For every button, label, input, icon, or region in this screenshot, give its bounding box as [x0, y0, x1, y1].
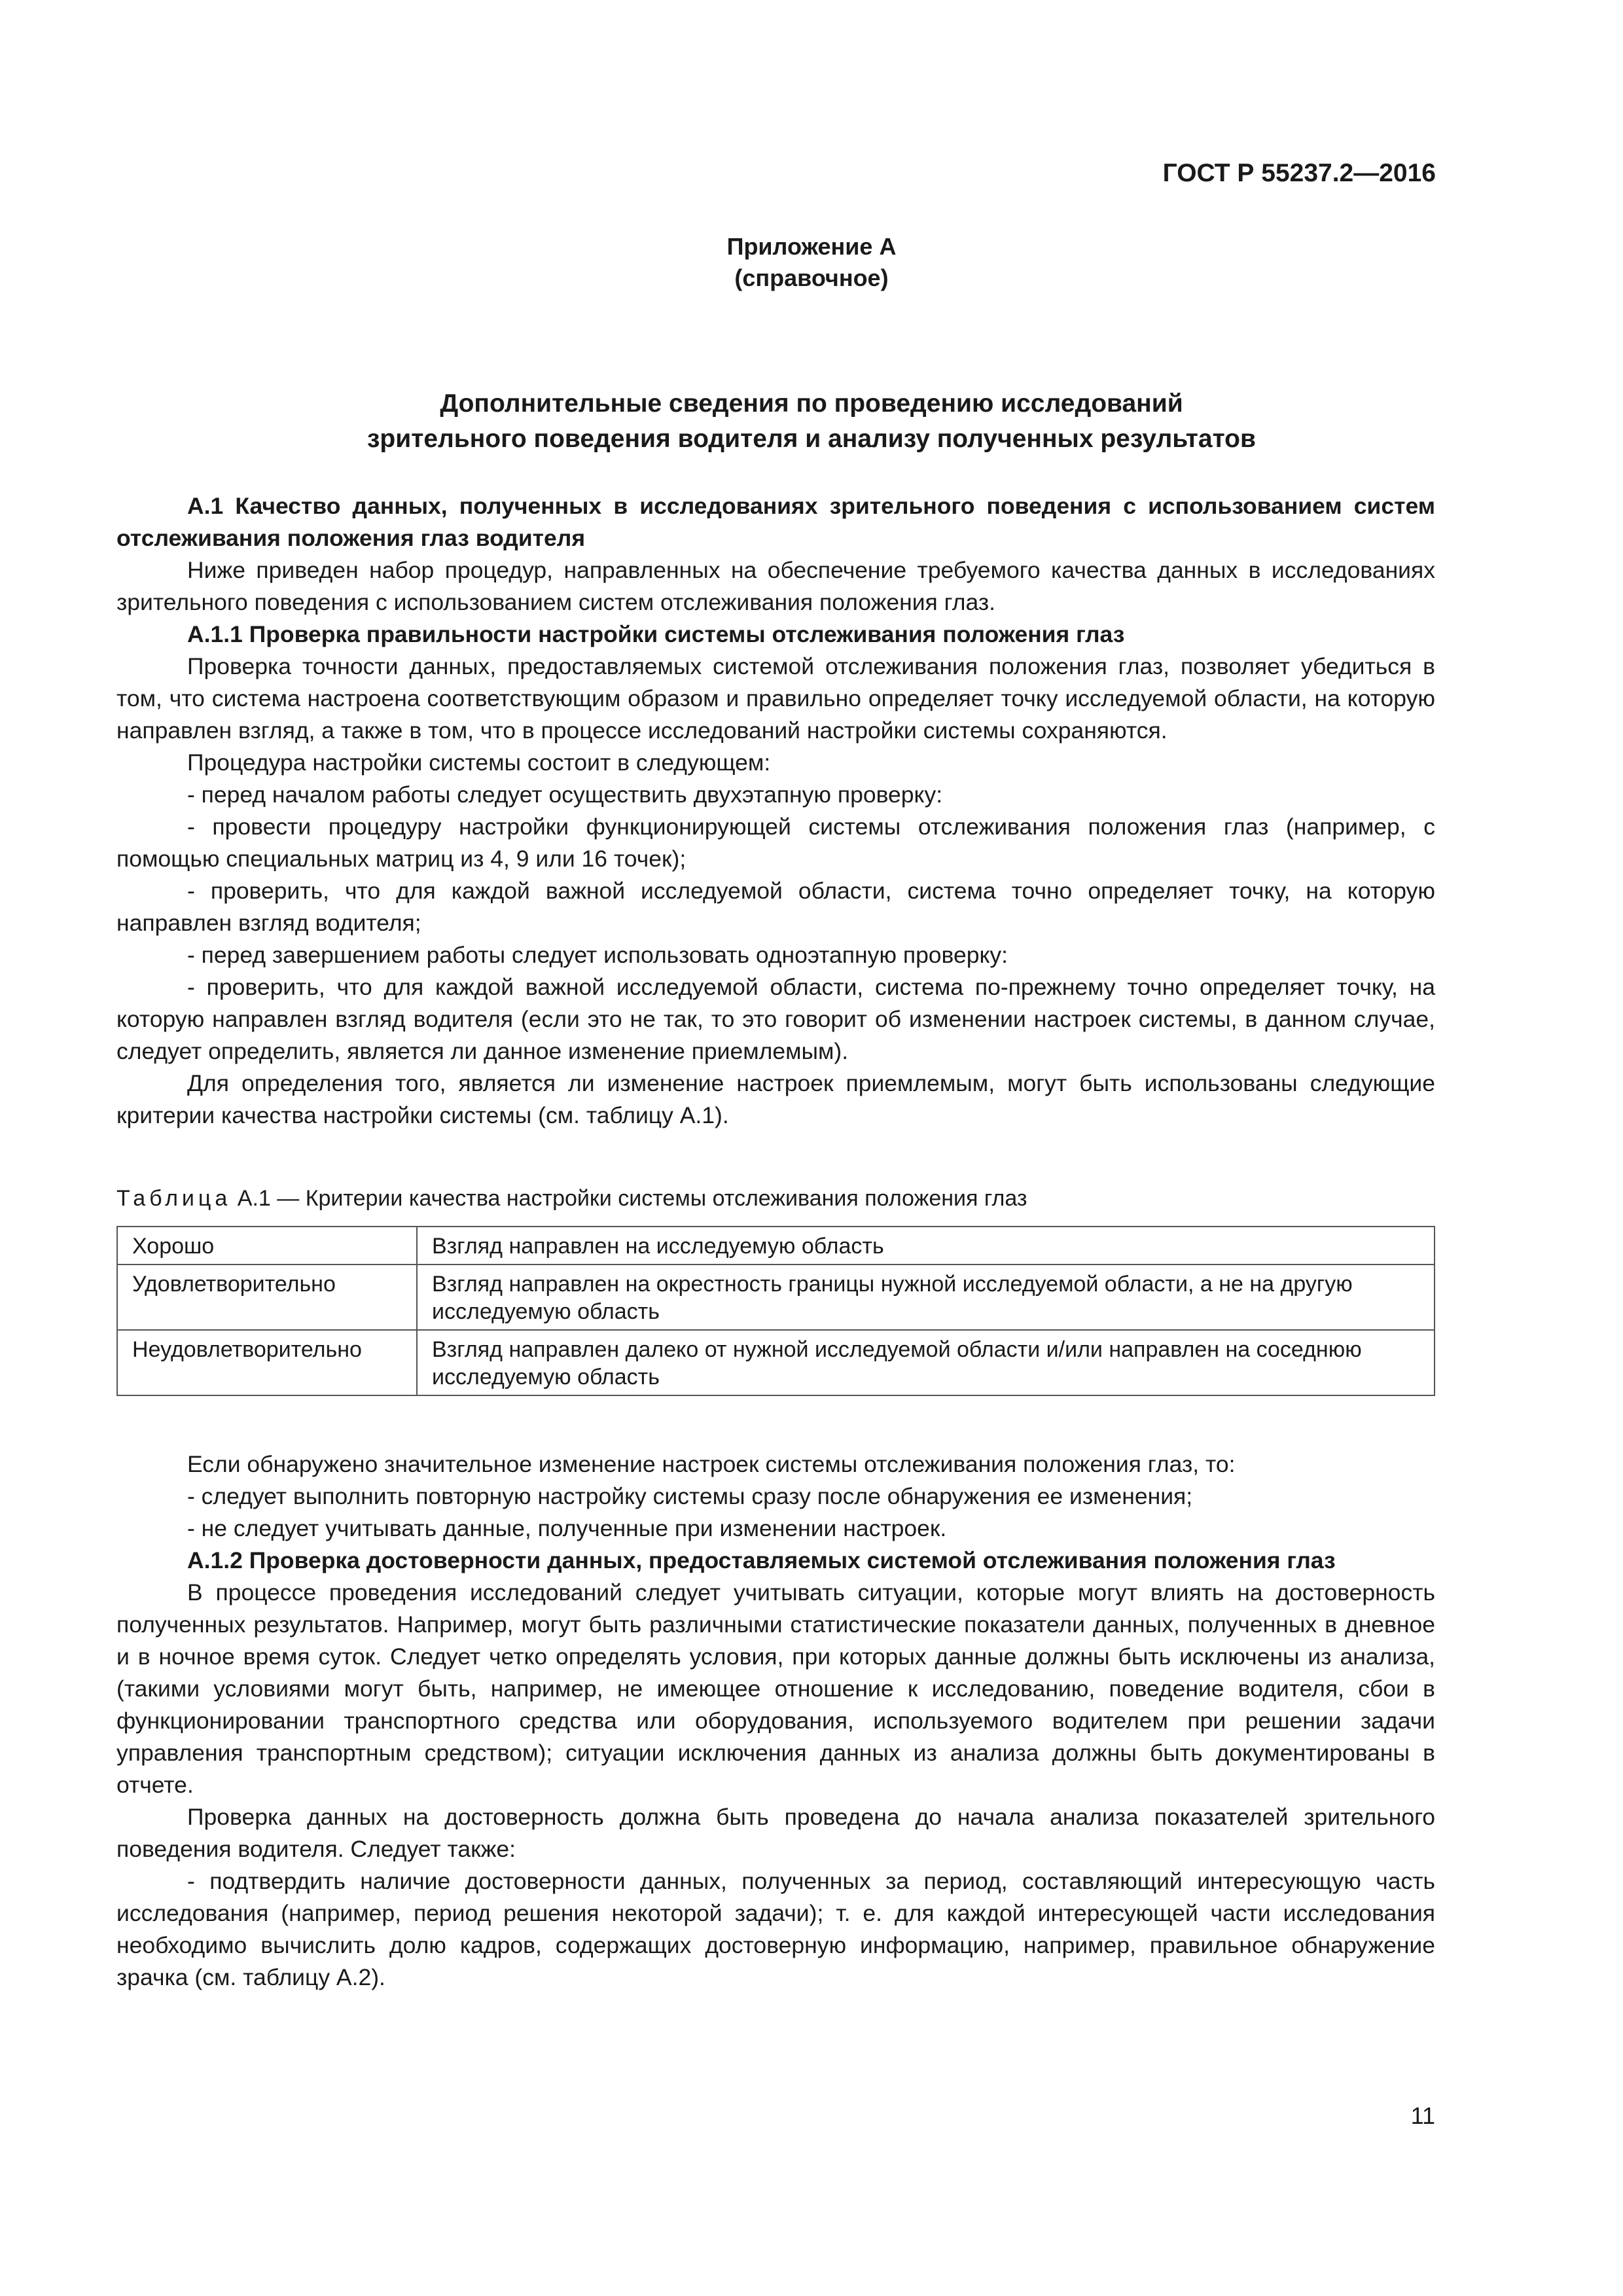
list-item: - не следует учитывать данные, полученные при изменении настроек. — [187, 1515, 947, 1541]
table-cell-grade: Неудовлетворительно — [117, 1330, 417, 1395]
paragraph: Если обнаружено значительное изменение настроек системы отслеживания положения глаз, то: — [187, 1451, 1236, 1477]
page-number: 11 — [1410, 2102, 1435, 2129]
paragraph: Ниже приведен набор процедур, направленных на обеспечение требуемого качества данных в исследованиях зрительного поведения с использованием систем отслеживания положения глаз. — [116, 557, 1435, 615]
subsection-heading-a1-1: А.1.1 Проверка правильности настройки системы отслеживания положения глаз — [187, 621, 1125, 647]
table-caption — [116, 1183, 1027, 1213]
subsection-heading-a1-2: А.1.2 Проверка достоверности данных, предоставляемых системой отслеживания положения глаз — [187, 1547, 1336, 1573]
section-after-table — [116, 1448, 1435, 1994]
paragraph: Проверка точности данных, предоставляемых системой отслеживания положения глаз, позволяет убедиться в том, что система настроена соответствующим образом и правильно определяет точку исследуемой области, на которую направлен взгляд, а также в том, что в процессе исследований настройки системы сохраняются. — [116, 653, 1435, 744]
appendix-label: Приложение А — [726, 233, 897, 260]
table-cell-description: Взгляд направлен на исследуемую область — [417, 1227, 1435, 1265]
table-row — [117, 1227, 1435, 1265]
appendix-heading — [0, 231, 1623, 294]
list-item: - следует выполнить повторную настройку системы сразу после обнаружения ее изменения; — [187, 1483, 1193, 1509]
list-item: - перед завершением работы следует использовать одноэтапную проверку: — [187, 942, 1008, 968]
list-item: - проверить, что для каждой важной исследуемой области, система точно определяет точку, на которую направлен взгляд водителя; — [116, 878, 1435, 936]
paragraph: В процессе проведения исследований следует учитывать ситуации, которые могут влиять на достоверность полученных результатов. Например, могут быть различными статистические показатели данных, полученных в дневное и в ночное время суток. Следует четко определять условия, при которых данные должны быть исключены из анализа, (такими условиями могут быть, например, не имеющее отношение к исследованию, поведение водителя, сбои в функционировании транспортного средства или оборудования, используемого водителем при решении задачи управления транспортным средством); ситуации исключения данных из анализа должны быть документированы в отчете. — [116, 1579, 1435, 1798]
title-line-2: зрительного поведения водителя и анализу полученных результатов — [367, 425, 1256, 453]
section-a1 — [116, 490, 1435, 1132]
table-row — [117, 1265, 1435, 1330]
table-row — [117, 1330, 1435, 1395]
table-caption-text: А.1 — Критерии качества настройки системы отслеживания положения глаз — [237, 1186, 1027, 1211]
table-cell-grade: Удовлетворительно — [117, 1265, 417, 1330]
table-cell-description: Взгляд направлен на окрестность границы нужной исследуемой области, а не на другую исследуемую область — [417, 1265, 1435, 1330]
paragraph: Процедура настройки системы состоит в следующем: — [187, 749, 771, 776]
standard-number: ГОСТ Р 55237.2—2016 — [1162, 159, 1436, 187]
table-cell-description: Взгляд направлен далеко от нужной исследуемой области и/или направлен на соседнюю исследуемую область — [417, 1330, 1435, 1395]
document-title — [0, 386, 1623, 457]
paragraph: Для определения того, является ли изменение настроек приемлемым, могут быть использованы следующие критерии качества настройки системы (см. таблицу А.1). — [116, 1070, 1435, 1128]
table-caption-label: Таблица — [116, 1186, 232, 1211]
table-cell-grade: Хорошо — [117, 1227, 417, 1265]
title-line-1: Дополнительные сведения по проведению исследований — [440, 389, 1183, 418]
list-item: - перед началом работы следует осуществить двухэтапную проверку: — [187, 781, 943, 808]
appendix-type: (справочное) — [734, 264, 889, 291]
section-heading-a1: А.1 Качество данных, полученных в исследованиях зрительного поведения с использованием систем отслеживания положения глаз водителя — [116, 493, 1435, 551]
criteria-table — [116, 1226, 1435, 1396]
list-item: - провести процедуру настройки функционирующей системы отслеживания положения глаз (например, с помощью специальных матриц из 4, 9 или 16 точек); — [116, 814, 1435, 872]
paragraph: Проверка данных на достоверность должна быть проведена до начала анализа показателей зрительного поведения водителя. Следует также: — [116, 1804, 1435, 1862]
list-item: - подтвердить наличие достоверности данных, полученных за период, составляющий интересующую часть исследования (например, период решения некоторой задачи); т. е. для каждой интересующей части исследования необходимо вычислить долю кадров, содержащих достоверную информацию, например, правильное обнаружение зрачка (см. таблицу А.2). — [116, 1868, 1435, 1990]
list-item: - проверить, что для каждой важной исследуемой области, система по-прежнему точно определяет точку, на которую направлен взгляд водителя (если это не так, то это говорит об изменении настроек системы, в данном случае, следует определить, является ли данное изменение приемлемым). — [116, 974, 1435, 1064]
